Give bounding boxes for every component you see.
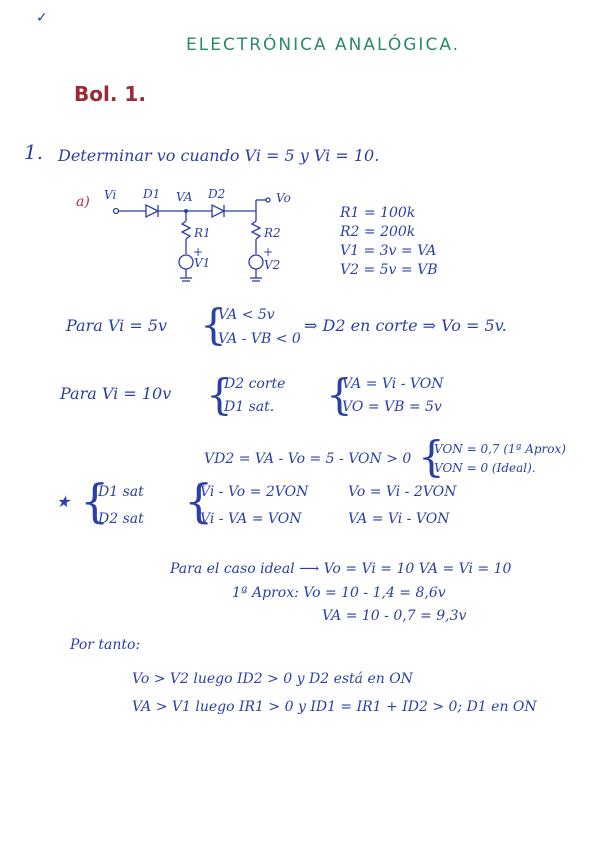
- label-r1: R1: [194, 226, 211, 240]
- circuit-part-a: a): [76, 194, 90, 210]
- case10-brace-eqs: {: [326, 370, 353, 419]
- sat-brace-right: {: [184, 474, 214, 528]
- vd2-brace: {: [418, 432, 445, 481]
- problem-statement: Determinar vo cuando Vi = 5 y Vi = 10.: [58, 146, 380, 165]
- sat-eq2: Vi - VA = VON: [200, 511, 302, 527]
- conclusion-line2: VA > V1 luego IR1 > 0 y ID1 = IR1 + ID2 > 0; D1 en ON: [132, 699, 537, 715]
- label-plus-v1: +: [193, 245, 204, 259]
- page-title: ELECTRÓNICA ANALÓGICA.: [186, 35, 461, 55]
- approx-va: VA = 10 - 0,7 = 9,3v: [322, 608, 467, 624]
- label-r2: R2: [264, 226, 281, 240]
- label-plus-v2: +: [263, 245, 274, 259]
- case5-brace: {: [200, 300, 227, 349]
- label-d2: D2: [208, 187, 226, 201]
- ideal-case: Para el caso ideal ⟶ Vo = Vi = 10 VA = Vi = 10: [170, 561, 512, 577]
- label-d1: D1: [143, 187, 161, 201]
- param-r1: R1 = 100k: [340, 205, 416, 221]
- sat-d2: D2 sat: [98, 511, 144, 527]
- label-vi: Vi: [104, 188, 117, 202]
- von-ideal: VON = 0 (Ideal).: [434, 461, 536, 475]
- label-v1: V1: [194, 256, 211, 270]
- case5-cond1: VA < 5v: [218, 307, 275, 323]
- sat-d1: D1 sat: [98, 484, 144, 500]
- approx-vo: 1ª Aprox: Vo = 10 - 1,4 = 8,6v: [232, 585, 446, 601]
- sat-brace-left: {: [80, 474, 110, 528]
- case10-lead: Para Vi = 10v: [60, 384, 172, 403]
- label-v2: V2: [264, 258, 281, 272]
- case10-eq1: VA = Vi - VON: [342, 376, 444, 392]
- problem-number: 1.: [24, 140, 44, 164]
- case5-result: ⇒ D2 en corte ⇒ Vo = 5v.: [304, 316, 507, 335]
- ink-mark: ✓: [36, 10, 48, 26]
- bol-heading: Bol. 1.: [74, 82, 146, 106]
- conclusion-lead: Por tanto:: [70, 637, 141, 653]
- param-r2: R2 = 200k: [340, 224, 416, 240]
- sat-result2: VA = Vi - VON: [348, 511, 450, 527]
- case10-brace-states: {: [206, 370, 233, 419]
- case10-d2-state: D2 corte: [224, 376, 286, 392]
- case5-cond2: VA - VB < 0: [218, 331, 301, 347]
- param-v2: V2 = 5v = VB: [340, 262, 438, 278]
- von-approx: VON = 0,7 (1ª Aprox): [434, 442, 566, 456]
- sat-eq1: Vi - Vo = 2VON: [200, 484, 309, 500]
- case5-lead: Para Vi = 5v: [66, 316, 168, 335]
- case10-eq2: VO = VB = 5v: [342, 399, 442, 415]
- star-mark: ★: [56, 492, 71, 511]
- label-va: VA: [176, 190, 193, 204]
- conclusion-line1: Vo > V2 luego ID2 > 0 y D2 está en ON: [132, 671, 413, 687]
- vd2-expression: VD2 = VA - Vo = 5 - VON > 0: [204, 451, 412, 467]
- param-v1: V1 = 3v = VA: [340, 243, 437, 259]
- sat-result1: Vo = Vi - 2VON: [348, 484, 457, 500]
- label-vo: Vo: [276, 191, 291, 205]
- case10-d1-state: D1 sat.: [224, 399, 275, 415]
